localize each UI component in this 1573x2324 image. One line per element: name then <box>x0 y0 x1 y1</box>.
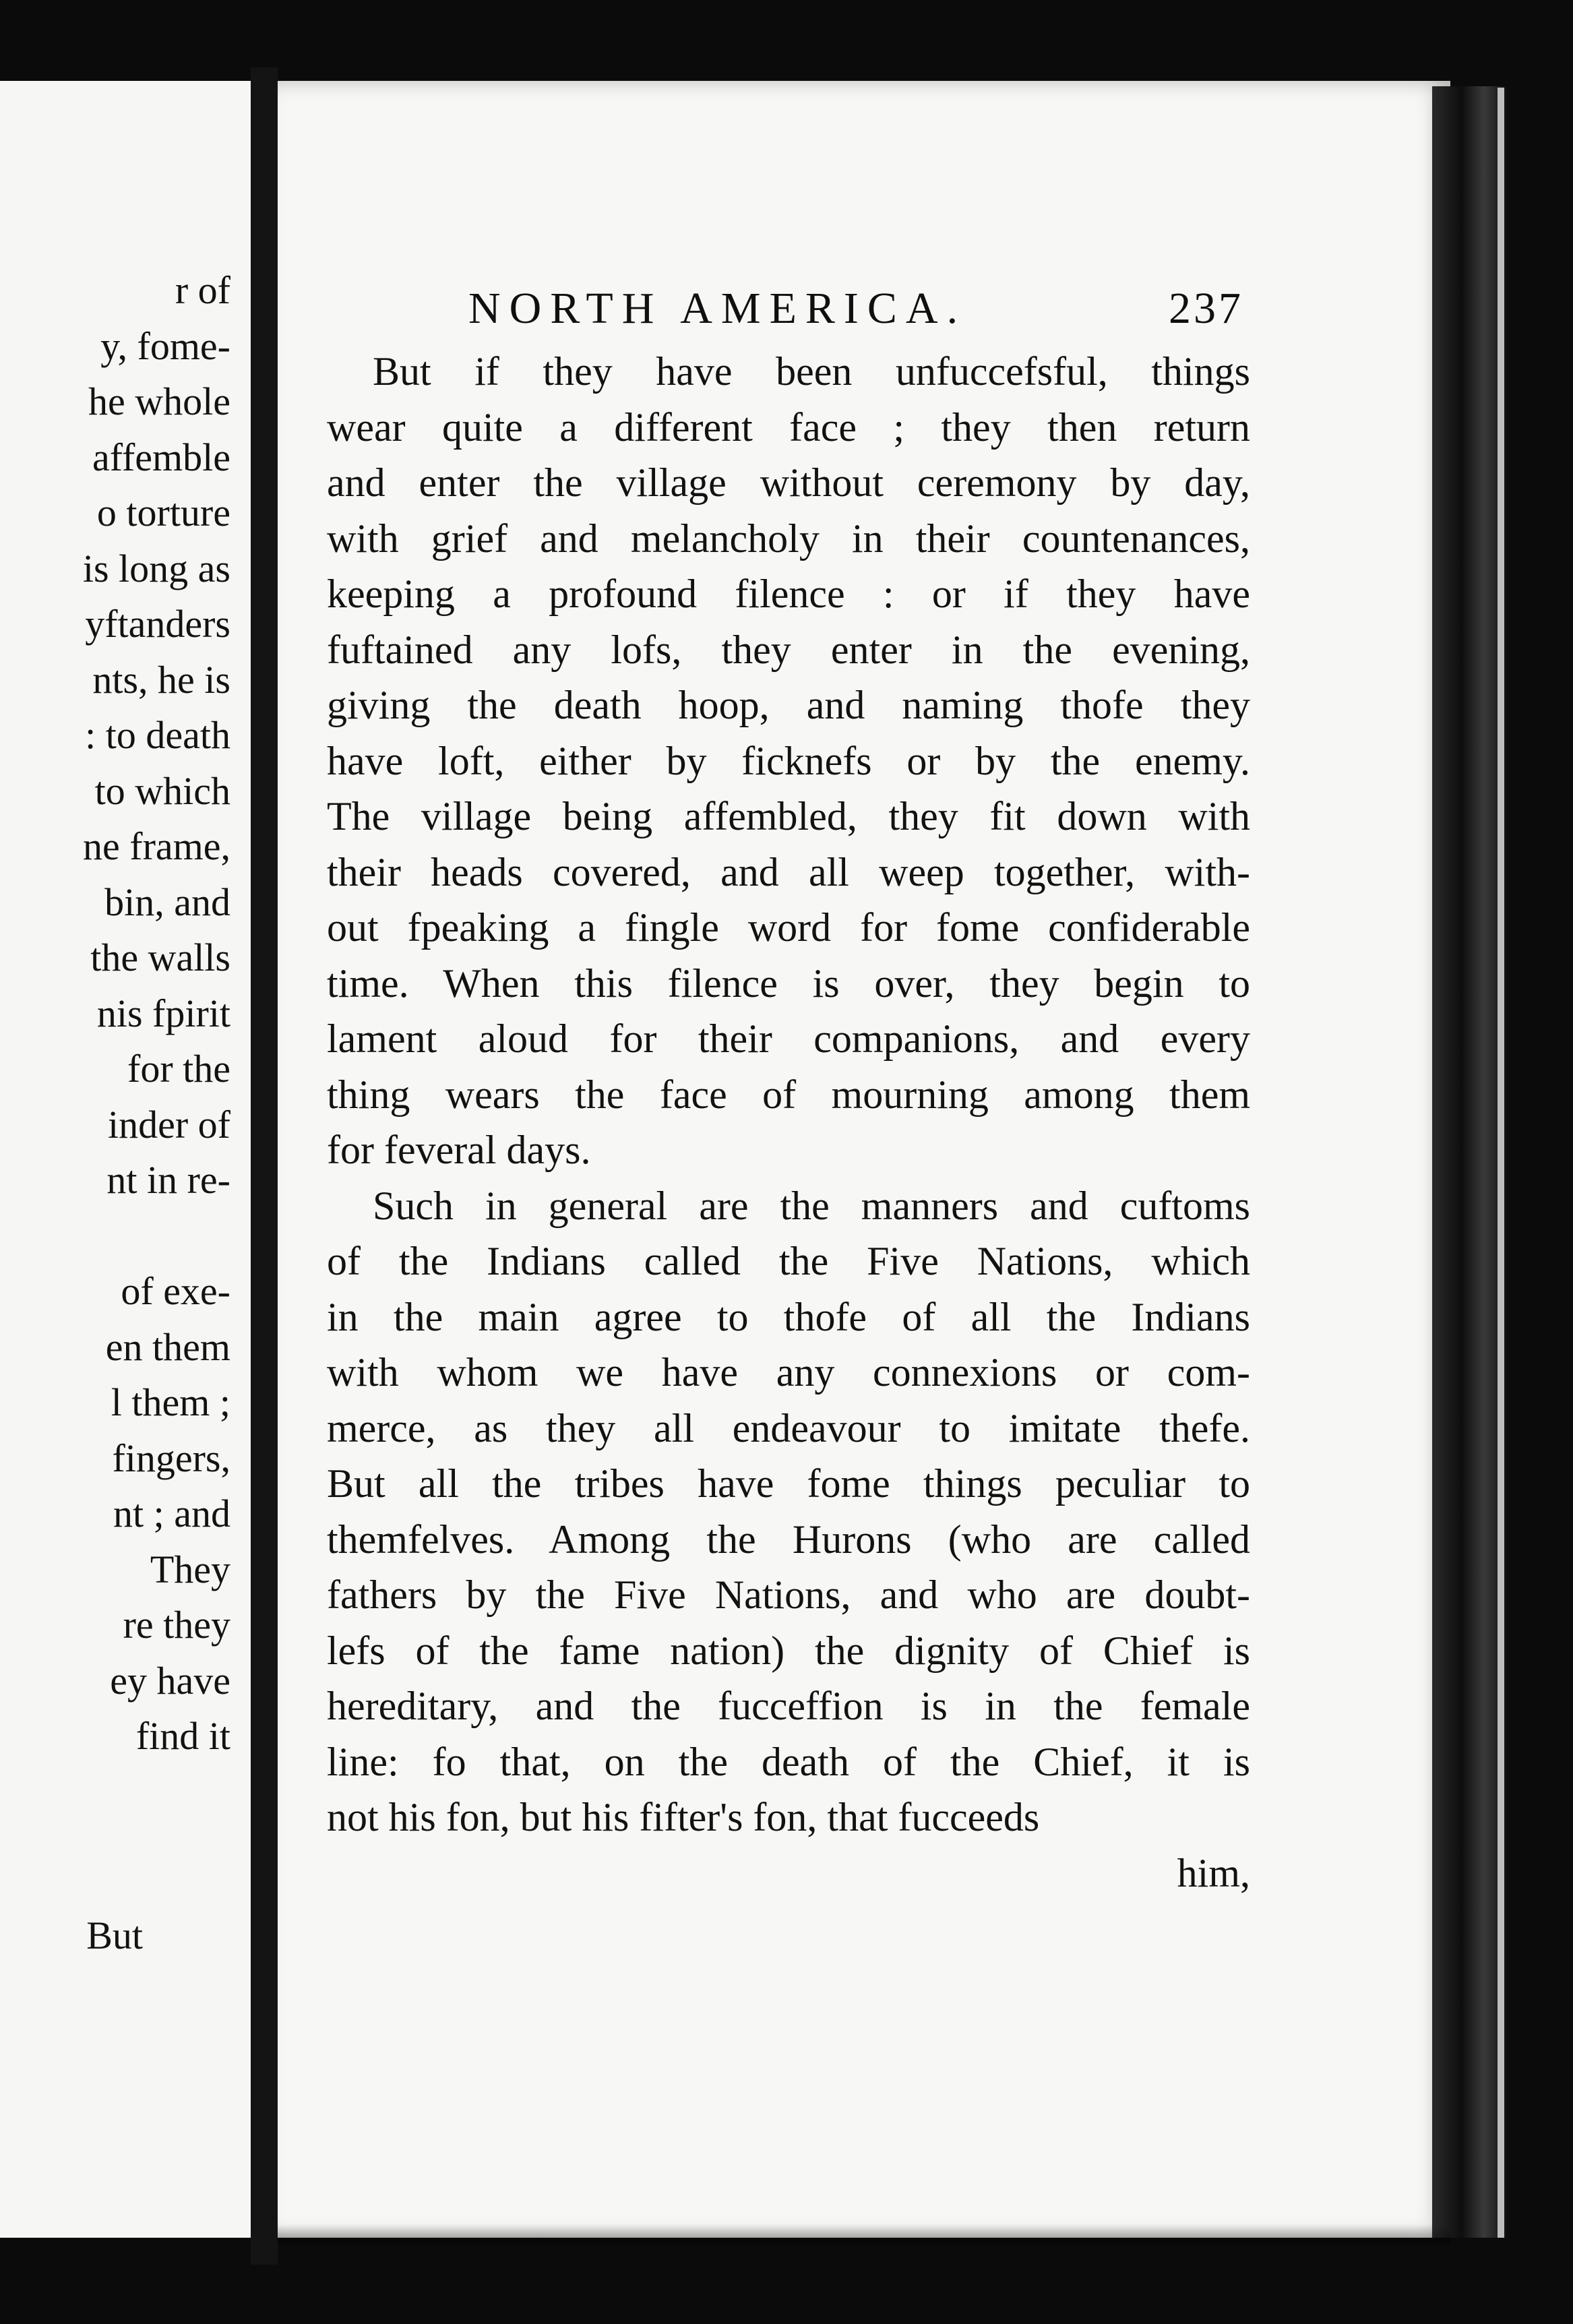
facing-page-line: is long as <box>82 546 230 590</box>
book-gutter <box>251 67 278 2265</box>
text-line: keeping a profound filence : or if they have <box>327 572 1250 616</box>
page-number: 237 <box>1169 284 1243 333</box>
text-line: lefs of the fame nation) the dignity of Chief is <box>327 1628 1250 1673</box>
facing-page-line: l them ; <box>111 1380 230 1424</box>
page-bottom-shadow <box>278 2224 1450 2244</box>
facing-page-line: nt ; and <box>113 1492 230 1535</box>
facing-page-line: he whole <box>88 379 230 423</box>
facing-page-line: nts, he is <box>92 657 230 702</box>
text-line: for feveral days. <box>327 1128 591 1172</box>
facing-page-line: nis fpirit <box>96 991 230 1035</box>
page-header <box>468 283 1243 337</box>
text-line: their heads covered, and all weep together, with- <box>327 849 1250 894</box>
facing-page-line: : to death <box>85 713 230 757</box>
facing-page-line: inder of <box>108 1102 230 1146</box>
facing-page-line: nt in re- <box>106 1158 230 1202</box>
text-line: out fpeaking a fingle word for fome confiderable <box>327 905 1250 950</box>
facing-page-line: r of <box>175 268 230 312</box>
facing-page-line: ey have <box>110 1658 230 1703</box>
facing-page-line: en them <box>105 1324 230 1369</box>
text-line: and enter the village without ceremony by day, <box>327 460 1250 505</box>
text-line: of the Indians called the Five Nations, which <box>327 1239 1250 1283</box>
facing-page-line: the walls <box>90 936 230 979</box>
text-line: hereditary, and the fucceffion is in the female <box>327 1684 1250 1728</box>
text-line: lament aloud for their companions, and every <box>327 1016 1250 1061</box>
facing-page-line: yftanders <box>85 602 230 646</box>
text-line: But all the tribes have fome things peculiar to <box>327 1461 1250 1506</box>
text-line: with grief and melancholy in their countenances, <box>327 516 1250 561</box>
text-line: fathers by the Five Nations, and who are doubt- <box>327 1572 1250 1617</box>
text-line: not his fon, but his fifter's fon, that fucceeds <box>327 1795 1040 1839</box>
facing-page-line: to which <box>94 768 230 813</box>
running-head: NORTH AMERICA. <box>468 284 967 333</box>
body-text <box>327 344 1250 1901</box>
text-line: thing wears the face of mourning among them <box>327 1072 1250 1117</box>
text-line: Such in general are the manners and cuftoms <box>373 1183 1250 1228</box>
facing-page-line: y, fome- <box>100 324 230 368</box>
text-line: giving the death hoop, and naming thofe they <box>327 683 1250 727</box>
facing-page-catchword: But <box>86 1914 143 1957</box>
facing-page-line: bin, and <box>104 880 230 924</box>
text-line: wear quite a different face ; they then return <box>327 404 1250 450</box>
facing-page <box>0 81 255 2238</box>
text-line: fuftained any lofs, they enter in the evening, <box>327 627 1250 672</box>
text-line: have loft, either by ficknefs or by the enemy. <box>327 738 1250 783</box>
text-line: themfelves. Among the Hurons (who are called <box>327 1517 1250 1562</box>
facing-page-line: re they <box>123 1603 230 1647</box>
text-line: But if they have been unfuccefsful, things <box>373 349 1250 394</box>
text-line: line: fo that, on the death of the Chief, it is <box>327 1739 1250 1784</box>
text-line: The village being affembled, they fit down with <box>327 794 1250 838</box>
facing-page-line: find it <box>135 1714 230 1758</box>
text-line: time. When this filence is over, they begin to <box>327 960 1250 1006</box>
page-edge <box>1432 86 1506 2238</box>
facing-page-line: fingers, <box>112 1436 230 1480</box>
facing-page-line: of exe- <box>121 1269 230 1313</box>
facing-page-line: o torture <box>96 491 230 534</box>
catchword: him, <box>1177 1850 1250 1895</box>
page-edge-highlight <box>1498 88 1504 2238</box>
facing-page-line: affemble <box>92 435 230 479</box>
text-line: with whom we have any connexions or com- <box>327 1350 1250 1395</box>
facing-page-line: for the <box>127 1047 230 1091</box>
facing-page-line: They <box>150 1547 230 1591</box>
text-line: in the main agree to thofe of all the Indians <box>327 1294 1250 1339</box>
text-line: merce, as they all endeavour to imitate thefe. <box>327 1405 1250 1450</box>
facing-page-line: ne frame, <box>83 824 230 868</box>
